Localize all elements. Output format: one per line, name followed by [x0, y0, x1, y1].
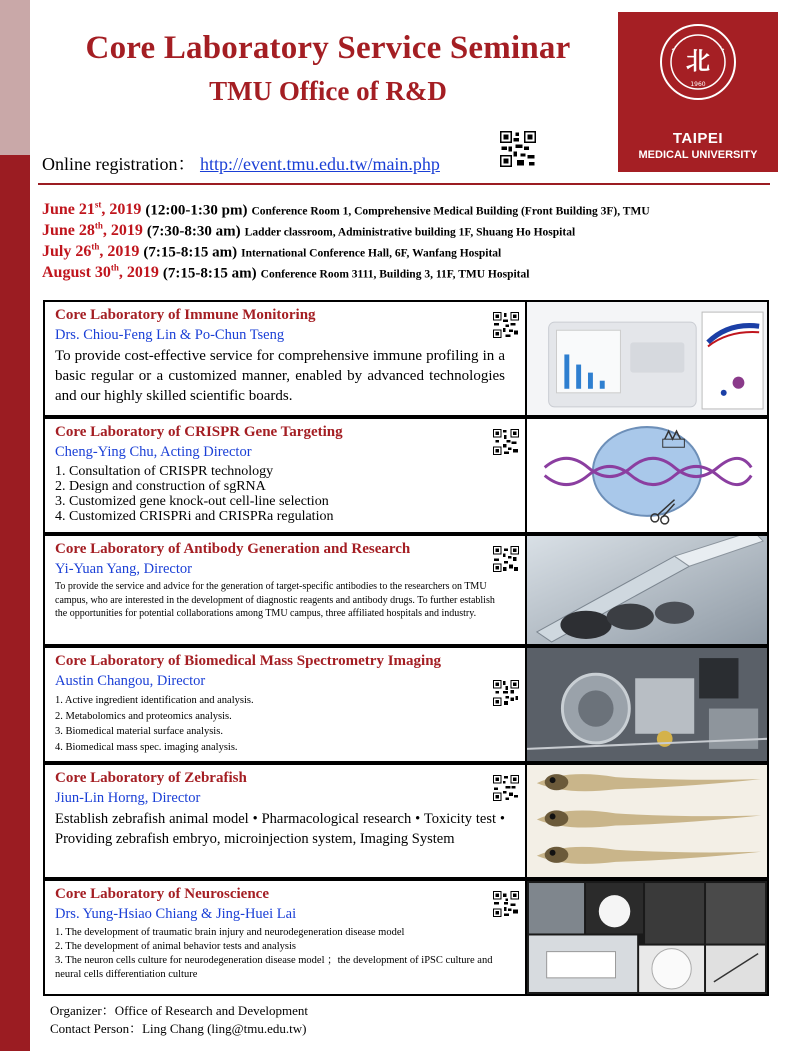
svg-text:北: 北 [686, 46, 710, 75]
lab-panel-immune-monitoring [43, 300, 769, 417]
header-divider [38, 183, 770, 185]
lab-panel-mass-spectrometry [43, 646, 769, 763]
footer [50, 1002, 308, 1038]
list-item: 3. The neuron cells culture for neurodegeneration disease model ；the development of iPSC culture and neural cells differentiation culture [55, 955, 493, 980]
lab-description: To provide the service and advice for the generation of target-specific antibodies to the researchers on TMU campus, who are interested in the development of diagnostic reagents and antibody drugs. To further establish the opportunities for potential collaborations among TMU campus, three affiliated hospitals and industry. [55, 581, 495, 619]
registration-qr-code-icon [500, 131, 536, 167]
left-accent-bar [0, 0, 30, 1051]
logo-name-line2: MEDICAL UNIVERSITY [638, 149, 758, 161]
schedule-row: August 30th, 2019 (7:15-8:15 am) Conference Room 3111, Building 3, 11F, TMU Hospital [42, 263, 530, 282]
lab-title: Core Laboratory of Zebrafish [55, 770, 247, 786]
lab-title: Core Laboratory of Immune Monitoring [55, 307, 316, 323]
flow-cytometer-image [525, 302, 767, 415]
seminar-schedule [42, 200, 782, 284]
lab-service-list [55, 926, 523, 982]
lab-panel-antibody [43, 534, 769, 646]
lab-director: Yi-Yuan Yang, Director [55, 561, 192, 577]
lab-panel-zebrafish [43, 763, 769, 879]
schedule-row: July 26th, 2019 (7:15-8:15 am) International Conference Hall, 6F, Wanfang Hospital [42, 242, 502, 261]
list-item: 1. Consultation of CRISPR technology [55, 464, 274, 479]
lab-title: Core Laboratory of Antibody Generation and Research [55, 541, 411, 557]
neuroscience-collage-image [525, 881, 767, 994]
list-item: 1. Active ingredient identification and analysis. [55, 695, 254, 706]
left-accent-bar-top [0, 0, 30, 155]
page-title: Core Laboratory Service Seminar [85, 30, 571, 66]
lab-director: Cheng-Ying Chu, Acting Director [55, 444, 252, 460]
university-seal-icon [658, 22, 738, 102]
organizer: Organizer：Office of Research and Development [50, 1003, 308, 1018]
pipette-image [525, 536, 767, 644]
qr-code-icon [493, 680, 519, 706]
lab-title: Core Laboratory of CRISPR Gene Targeting [55, 424, 343, 440]
lab-director: Drs. Yung-Hsiao Chiang & Jing-Huei Lai [55, 906, 297, 922]
zebrafish-larvae-image [525, 765, 767, 877]
online-registration [42, 150, 440, 176]
list-item: 2. Design and construction of sgRNA [55, 479, 266, 494]
list-item: 2. The development of animal behavior tests and analysis [55, 941, 296, 952]
tmu-logo [618, 12, 778, 172]
lab-panel-neuroscience [43, 879, 769, 996]
registration-label: Online registration： [42, 154, 196, 174]
lab-title: Core Laboratory of Biomedical Mass Spectrometry Imaging [55, 653, 442, 669]
list-item: 1. The development of traumatic brain injury and neurodegeneration disease model [55, 927, 405, 938]
qr-code-icon [493, 429, 519, 455]
logo-name-line1: TAIPEI [672, 130, 724, 147]
crispr-dna-illustration [525, 419, 767, 532]
lab-service-list [55, 693, 523, 755]
registration-link[interactable]: http://event.tmu.edu.tw/main.php [199, 154, 440, 174]
schedule-row: June 21st, 2019 (12:00-1:30 pm) Conference Room 1, Comprehensive Medical Building (Front Building 3F), TMU [42, 200, 650, 219]
list-item: 2. Metabolomics and proteomics analysis. [55, 710, 232, 722]
lab-title: Core Laboratory of Neuroscience [55, 886, 269, 902]
lab-director: Jiun-Lin Horng, Director [55, 790, 201, 806]
list-item: 4. Biomedical mass spec. imaging analysis. [55, 741, 238, 753]
qr-code-icon [493, 312, 519, 338]
lab-service-list [55, 464, 523, 524]
mass-spectrometer-image [525, 648, 767, 761]
lab-description: Establish zebrafish animal model • Pharmacological research • Toxicity test • Providing zebrafish embryo, microinjection system, Imaging System [55, 811, 505, 847]
qr-code-icon [493, 775, 519, 801]
qr-code-icon [493, 546, 519, 572]
qr-code-icon [493, 891, 519, 917]
lab-panel-crispr [43, 417, 769, 534]
lab-director: Drs. Chiou-Feng Lin & Po-Chun Tseng [55, 327, 285, 343]
list-item: 4. Customized CRISPRi and CRISPRa regulation [55, 509, 334, 524]
page-subtitle: TMU Office of R&D [209, 76, 447, 106]
lab-director: Austin Changou, Director [55, 673, 206, 689]
svg-text:1960: 1960 [690, 81, 706, 88]
contact-person: Contact Person：Ling Chang (ling@tmu.edu.tw) [50, 1021, 307, 1036]
schedule-row: June 28th, 2019 (7:30-8:30 am) Ladder classroom, Administrative building 1F, Shuang Ho Hospital [42, 221, 576, 240]
lab-description: To provide cost-effective service for comprehensive immune profiling in a basic regular or a customized manner, enabled by advanced technologies and our highly skilled scientific boards. [55, 348, 505, 404]
list-item: 3. Biomedical material surface analysis. [55, 726, 223, 737]
list-item: 3. Customized gene knock-out cell-line selection [55, 494, 329, 509]
